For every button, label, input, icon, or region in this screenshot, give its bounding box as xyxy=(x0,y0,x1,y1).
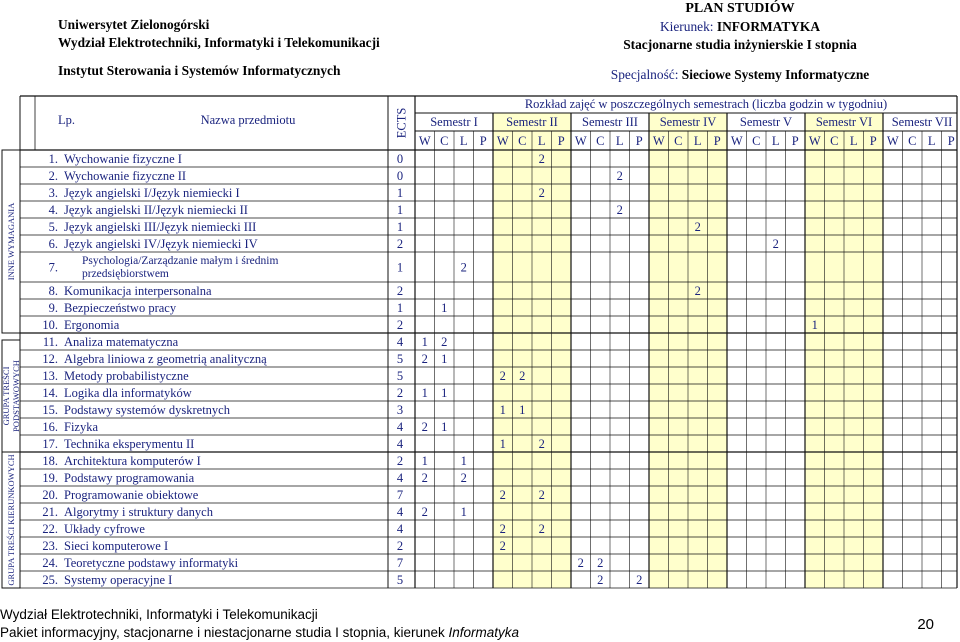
subcolumn-header: P xyxy=(713,134,721,148)
row-lp: 19. xyxy=(42,471,58,485)
row-hours: 1 xyxy=(811,318,818,332)
semester-header: Semestr I xyxy=(430,115,478,129)
semester-header: Semestr VI xyxy=(815,115,873,129)
row-name: Architektura komputerów I xyxy=(64,454,201,468)
row-ects: 1 xyxy=(396,203,404,217)
row-lp: 12. xyxy=(42,352,58,366)
ects-header: ECTS xyxy=(394,107,409,139)
row-hours: 2 xyxy=(421,471,428,485)
row-hours: 2 xyxy=(538,488,545,502)
row-name: Algebra liniowa z geometrią analityczną xyxy=(64,352,267,366)
row-name: Język angielski III/Język niemiecki III xyxy=(64,220,257,234)
row-lp: 4. xyxy=(48,203,58,217)
row-lp: 1. xyxy=(48,152,58,166)
row-ects: 2 xyxy=(396,284,404,298)
row-name: Bezpieczeństwo pracy xyxy=(64,301,177,315)
row-name: Metody probabilistyczne xyxy=(64,369,189,383)
row-ects: 5 xyxy=(396,369,404,383)
group-label: INNE WYMAGANIA xyxy=(6,202,16,281)
row-lp: 17. xyxy=(42,437,58,451)
semester-header: Semestr IV xyxy=(659,115,717,129)
page-footer xyxy=(0,606,519,642)
semester-header: Semestr III xyxy=(582,115,638,129)
subcolumn-header: P xyxy=(791,134,799,148)
row-ects: 2 xyxy=(396,237,404,251)
plan-title: PLAN STUDIÓW xyxy=(685,1,795,16)
row-hours: 2 xyxy=(538,186,545,200)
row-lp: 18. xyxy=(42,454,58,468)
row-name: Psychologia/Zarządzanie małym i średnim xyxy=(82,255,279,267)
row-name: Analiza matematyczna xyxy=(64,335,179,349)
row-name: Układy cyfrowe xyxy=(64,522,145,536)
row-hours: 2 xyxy=(694,284,701,298)
row-ects: 7 xyxy=(396,488,404,502)
row-hours: 2 xyxy=(597,556,604,570)
row-hours: 2 xyxy=(538,152,545,166)
row-hours: 1 xyxy=(421,386,428,400)
row-ects: 4 xyxy=(396,437,404,451)
row-hours: 2 xyxy=(499,488,506,502)
row-ects: 4 xyxy=(396,505,404,519)
row-ects: 7 xyxy=(396,556,404,570)
row-name: Podstawy systemów dyskretnych xyxy=(64,403,230,417)
row-hours: 1 xyxy=(460,454,467,468)
subcolumn-header: W xyxy=(496,134,509,148)
row-hours: 2 xyxy=(519,369,526,383)
specialty-value: Sieciowe Systemy Informatyczne xyxy=(681,67,870,82)
subcolumn-header: C xyxy=(830,134,839,148)
subcolumn-header: W xyxy=(730,134,743,148)
subcolumn-header: L xyxy=(849,134,858,148)
row-hours: 2 xyxy=(694,220,701,234)
row-lp: 16. xyxy=(42,420,58,434)
row-ects: 5 xyxy=(396,352,404,366)
row-hours: 2 xyxy=(499,539,506,553)
row-lp: 13. xyxy=(42,369,58,383)
row-name: Logika dla informatyków xyxy=(64,386,192,400)
row-hours: 2 xyxy=(421,420,428,434)
row-ects: 2 xyxy=(396,318,404,332)
subcolumn-header: L xyxy=(615,134,624,148)
row-name: Język angielski I/Język niemiecki I xyxy=(64,186,240,200)
row-name: Algorytmy i struktury danych xyxy=(64,505,213,519)
subcolumn-header: W xyxy=(886,134,899,148)
institute-name: Instytut Sterowania i Systemów Informatycznych xyxy=(58,63,341,78)
page-number: 20 xyxy=(917,616,934,633)
row-hours: 1 xyxy=(441,301,448,315)
row-lp: 5. xyxy=(48,220,58,234)
row-ects: 0 xyxy=(396,152,404,166)
row-lp: 3. xyxy=(48,186,58,200)
row-name: Komunikacja interpersonalna xyxy=(64,284,212,298)
row-hours: 2 xyxy=(772,237,779,251)
subcolumn-header: P xyxy=(479,134,487,148)
subcolumn-header: W xyxy=(574,134,587,148)
footer-package xyxy=(0,624,519,642)
row-lp: 21. xyxy=(42,505,58,519)
row-hours: 2 xyxy=(421,352,428,366)
row-name: Podstawy programowania xyxy=(64,471,195,485)
row-name: Ergonomia xyxy=(64,318,120,332)
row-lp: 14. xyxy=(42,386,58,400)
group-label: GRUPA TREŚCI xyxy=(1,366,11,426)
row-lp: 8. xyxy=(48,284,58,298)
row-ects: 1 xyxy=(396,260,404,275)
row-ects: 5 xyxy=(396,573,404,587)
row-ects: 2 xyxy=(396,386,404,400)
row-ects: 3 xyxy=(396,403,404,417)
subcolumn-header: C xyxy=(674,134,683,148)
subcolumn-header: C xyxy=(908,134,917,148)
subcolumn-header: W xyxy=(418,134,431,148)
subcolumn-header: L xyxy=(771,134,780,148)
subcolumn-header: P xyxy=(635,134,643,148)
row-name: Język angielski IV/Język niemiecki IV xyxy=(64,237,258,251)
row-name: Sieci komputerowe I xyxy=(64,539,169,553)
row-lp: 25. xyxy=(42,573,58,587)
row-name: Wychowanie fizyczne I xyxy=(64,152,182,166)
subcolumn-header: W xyxy=(808,134,821,148)
row-lp: 15. xyxy=(42,403,58,417)
row-name: Fizyka xyxy=(64,420,99,434)
subcolumn-header: L xyxy=(927,134,936,148)
subcolumn-header: L xyxy=(537,134,546,148)
university-name: Uniwersytet Zielonogórski xyxy=(58,17,210,32)
group-label: PODSTAWOWYCH xyxy=(11,360,21,432)
row-hours: 2 xyxy=(499,369,506,383)
row-ects: 4 xyxy=(396,471,404,485)
row-lp: 10. xyxy=(42,318,58,332)
row-ects: 1 xyxy=(396,186,404,200)
subcolumn-header: P xyxy=(557,134,565,148)
row-lp: 23. xyxy=(42,539,58,553)
row-hours: 1 xyxy=(441,386,448,400)
row-lp: 7. xyxy=(48,260,58,275)
row-ects: 1 xyxy=(396,220,404,234)
row-hours: 2 xyxy=(597,573,604,587)
subcolumn-header: C xyxy=(596,134,605,148)
footer-faculty: Wydział Elektrotechniki, Informatyki i Telekomunikacji xyxy=(0,607,318,622)
subcolumn-header: L xyxy=(459,134,468,148)
semester-header: Semestr V xyxy=(739,115,793,129)
row-name: Teoretyczne podstawy informatyki xyxy=(64,556,239,570)
row-hours: 1 xyxy=(460,505,467,519)
study-mode: Stacjonarne studia inżynierskie I stopnia xyxy=(623,37,857,52)
row-name: Programowanie obiektowe xyxy=(64,488,199,502)
faculty-name: Wydział Elektrotechniki, Informatyki i Telekomunikacji xyxy=(58,35,380,50)
row-hours: 2 xyxy=(577,556,584,570)
row-lp: 2. xyxy=(48,169,58,183)
row-name: Wychowanie fizyczne II xyxy=(64,169,187,183)
row-name: Język angielski II/Język niemiecki II xyxy=(64,203,248,217)
group-label: GRUPA TREŚCI KIERUNKOWYCH xyxy=(6,454,16,586)
footer-package-text: Pakiet informacyjny, stacjonarne i niestacjonarne studia I stopnia, kierunek xyxy=(0,625,449,640)
row-lp: 11. xyxy=(42,335,58,349)
row-hours: 1 xyxy=(519,403,526,417)
lp-header: Lp. xyxy=(58,113,76,127)
row-hours: 2 xyxy=(538,522,545,536)
row-lp: 20. xyxy=(42,488,58,502)
row-name: przedsiębiorstwem xyxy=(82,268,169,280)
row-hours: 2 xyxy=(441,335,448,349)
subcolumn-header: L xyxy=(693,134,702,148)
row-hours: 2 xyxy=(460,260,467,275)
subcolumn-header: P xyxy=(947,134,955,148)
row-lp: 24. xyxy=(42,556,58,570)
row-hours: 2 xyxy=(538,437,545,451)
field-label: Kierunek: xyxy=(659,19,717,34)
footer-field: Informatyka xyxy=(448,625,520,640)
row-hours: 1 xyxy=(499,437,506,451)
schedule-header: Rozkład zajęć w poszczególnych semestrach (liczba godzin w tygodniu) xyxy=(524,97,888,111)
subcolumn-header: P xyxy=(869,134,877,148)
semester-header: Semestr VII xyxy=(891,115,953,129)
subcolumn-header: C xyxy=(752,134,761,148)
row-name: Systemy operacyjne I xyxy=(64,573,173,587)
row-hours: 1 xyxy=(499,403,506,417)
row-hours: 1 xyxy=(441,352,448,366)
subcolumn-header: C xyxy=(440,134,449,148)
row-hours: 2 xyxy=(616,169,623,183)
row-ects: 1 xyxy=(396,301,404,315)
row-ects: 4 xyxy=(396,522,404,536)
row-ects: 2 xyxy=(396,539,404,553)
semester-header: Semestr II xyxy=(506,115,558,129)
name-header: Nazwa przedmiotu xyxy=(200,113,296,127)
row-hours: 1 xyxy=(421,335,428,349)
row-hours: 2 xyxy=(616,203,623,217)
row-hours: 2 xyxy=(636,573,643,587)
row-ects: 2 xyxy=(396,454,404,468)
specialty-label: Specjalność: xyxy=(610,67,682,82)
row-hours: 1 xyxy=(441,420,448,434)
row-lp: 22. xyxy=(42,522,58,536)
row-ects: 4 xyxy=(396,335,404,349)
row-hours: 2 xyxy=(460,471,467,485)
field-value: INFORMATYKA xyxy=(716,19,821,34)
row-hours: 1 xyxy=(421,454,428,468)
row-name: Technika eksperymentu II xyxy=(64,437,195,451)
subcolumn-header: C xyxy=(518,134,527,148)
row-lp: 6. xyxy=(48,237,58,251)
row-hours: 2 xyxy=(421,505,428,519)
row-hours: 2 xyxy=(499,522,506,536)
subcolumn-header: W xyxy=(652,134,665,148)
row-lp: 9. xyxy=(48,301,58,315)
row-ects: 0 xyxy=(396,169,404,183)
row-ects: 4 xyxy=(396,420,404,434)
